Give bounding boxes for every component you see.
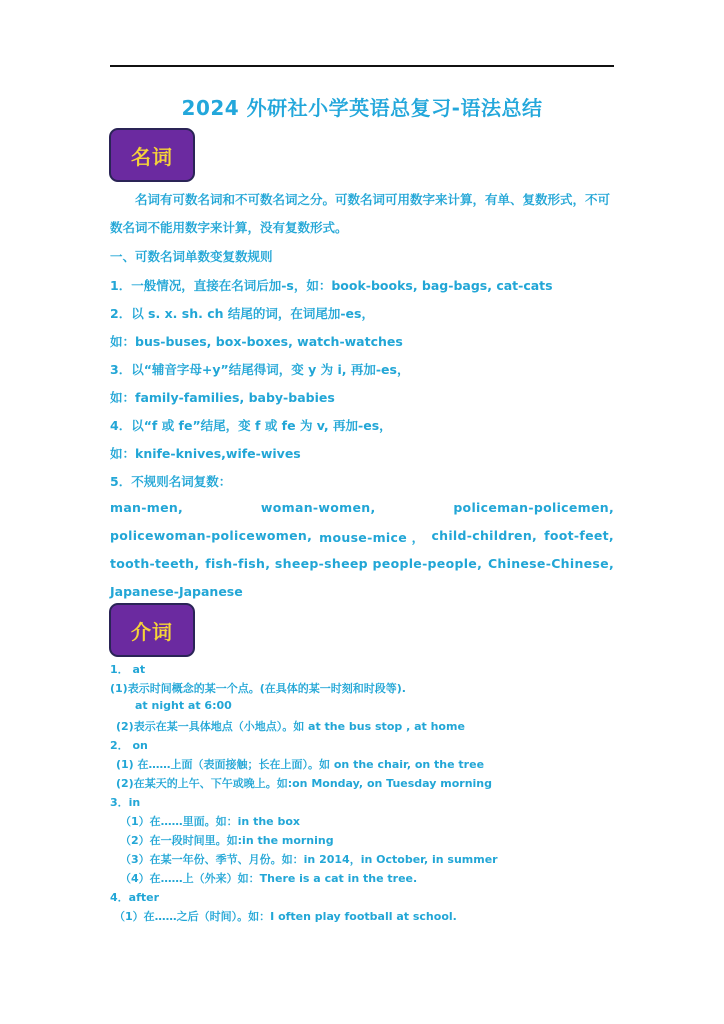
irregular-item: tooth-teeth, bbox=[110, 556, 200, 571]
irregular-item: policeman-policemen, bbox=[453, 500, 614, 515]
irregular-item: mouse-mice ， bbox=[319, 530, 425, 545]
rule-1: 1．一般情况，直接在名词后加-s，如：book-books, bag-bags, cat-cats bbox=[110, 278, 553, 293]
prep-after-line-1: （1）在……之后（时间）。如：I often play football at school. bbox=[114, 910, 457, 923]
nouns-badge-label: 名词 bbox=[131, 144, 173, 169]
nouns-section-badge bbox=[109, 128, 195, 182]
prep-at-line-2: at night at 6:00 bbox=[135, 699, 232, 712]
rule-4-example: 如：knife-knives,wife-wives bbox=[110, 446, 301, 461]
rule-4: 4．以“f 或 fe”结尾，变 f 或 fe 为 v, 再加-es， bbox=[110, 418, 392, 433]
rule-5: 5．不规则名词复数： bbox=[110, 474, 232, 489]
prepositions-badge-label: 介词 bbox=[131, 619, 173, 644]
prep-at-line-3: (2)表示在某一具体地点（小地点）。如 at the bus stop , at home bbox=[116, 720, 465, 733]
rule-3-example: 如：family-families, baby-babies bbox=[110, 390, 335, 405]
irregular-item: foot-feet, bbox=[544, 528, 614, 543]
prep-on-line-1: (1) 在……上面（表面接触；长在上面）。如 on the chair, on the tree bbox=[116, 758, 485, 771]
prepositions-section-badge bbox=[109, 603, 195, 657]
irregular-item: Japanese-Japanese bbox=[110, 584, 243, 599]
prep-in-line-1: （1）在……里面。如：in the box bbox=[120, 815, 300, 828]
prep-in-heading: 3．in bbox=[110, 796, 141, 809]
prep-after-heading: 4．after bbox=[110, 891, 160, 904]
irregular-row-4 bbox=[110, 584, 243, 599]
nouns-intro-paragraph: 名词有可数名词和不可数名词之分。可数名词可用数字来计算，有单、复数形式，不可数名词不能用数字来计算，没有复数形式。 bbox=[110, 192, 611, 235]
prep-in-line-4: （4）在……上（外来）如：There is a cat in the tree. bbox=[120, 872, 418, 885]
document-title: 2024 外研社小学英语总复习-语法总结 bbox=[181, 96, 543, 120]
prep-in-line-3: （3）在某一年份、季节、月份。如：in 2014，in October, in summer bbox=[120, 853, 498, 866]
prep-at-line-1: (1)表示时间概念的某一个点。(在具体的某一时刻和时段等). bbox=[110, 682, 406, 695]
prep-on-heading: 2． on bbox=[110, 739, 148, 752]
nouns-section-heading: 一、可数名词单数变复数规则 bbox=[110, 249, 273, 264]
irregular-item: child-children, bbox=[431, 528, 538, 543]
irregular-item: policewoman-policewomen, bbox=[110, 528, 313, 543]
irregular-row-2 bbox=[110, 528, 614, 546]
irregular-row-1 bbox=[110, 500, 614, 515]
rule-2: 2．以 s. x. sh. ch 结尾的词，在词尾加-es， bbox=[110, 306, 374, 321]
rule-2-example: 如：bus-buses, box-boxes, watch-watches bbox=[110, 334, 403, 349]
rule-3: 3．以“辅音字母+y”结尾得词，变 y 为 i, 再加-es， bbox=[110, 362, 410, 377]
prep-in-line-2: （2）在一段时间里。如:in the morning bbox=[120, 834, 334, 847]
irregular-row-3 bbox=[110, 556, 614, 571]
irregular-item: woman-women, bbox=[260, 500, 376, 515]
prep-at-heading: 1． at bbox=[110, 663, 146, 676]
irregular-item: Chinese-Chinese, bbox=[487, 556, 614, 571]
irregular-item: fish-fish, sheep-sheep people-people, bbox=[205, 556, 483, 571]
irregular-item: man-men, bbox=[110, 500, 184, 515]
prep-on-line-2: (2)在某天的上午、下午或晚上。如:on Monday, on Tuesday morning bbox=[116, 777, 493, 790]
header-rule bbox=[110, 65, 614, 67]
